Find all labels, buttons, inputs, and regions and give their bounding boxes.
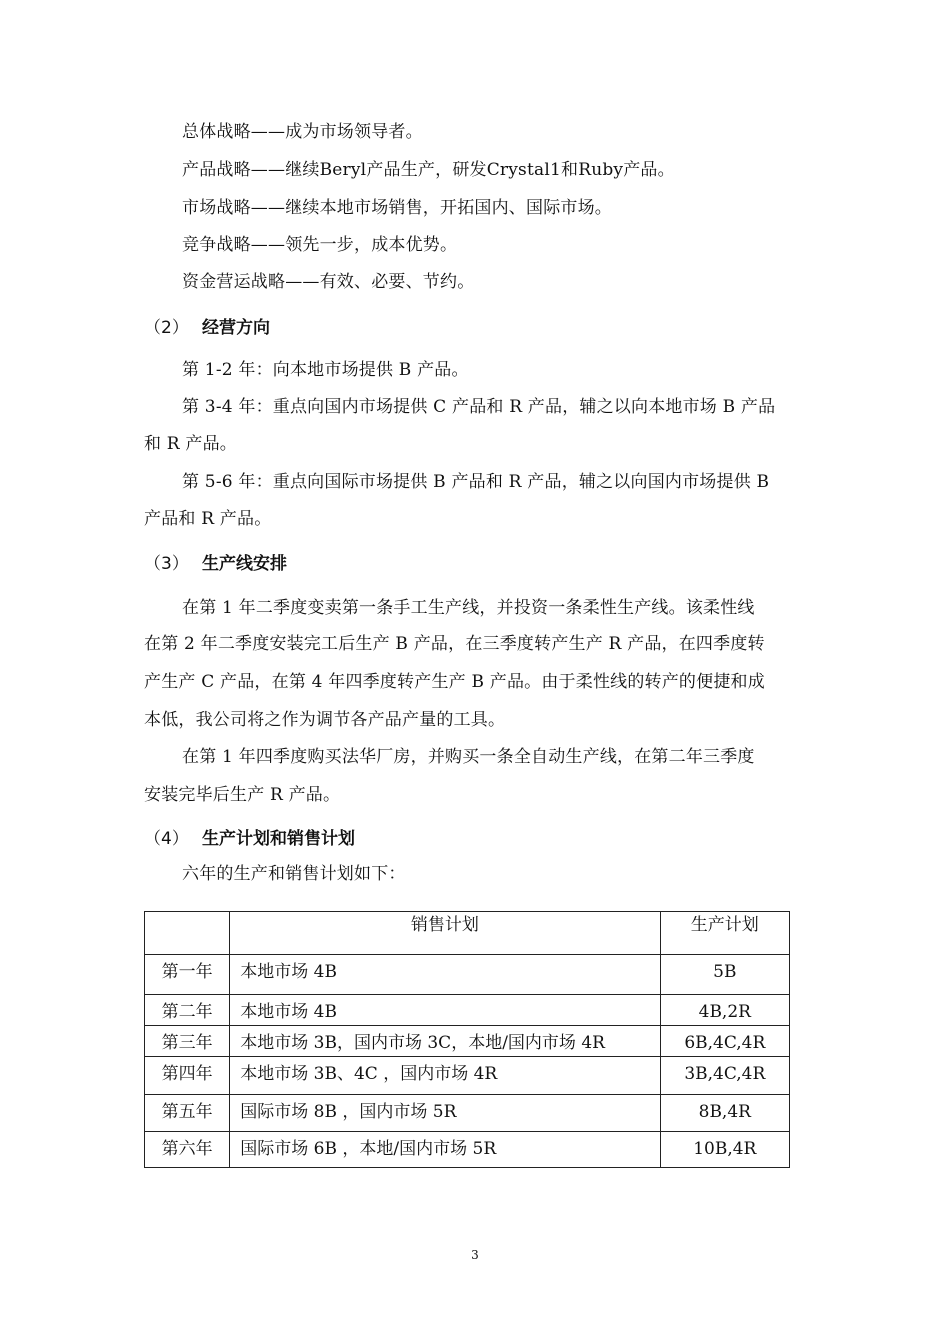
arrangement-line: 安装完毕后生产 R 产品。 [144,785,341,805]
table-row [145,1026,790,1057]
direction-line: 产品和 R 产品。 [144,509,272,529]
year-cell: 第四年 [145,1057,230,1095]
table-header-row [145,912,790,955]
sales-cell: 本地市场 4B [230,955,660,995]
header-year-cell [145,912,230,955]
section-heading-direction [144,316,270,340]
sales-cell: 本地市场 4B [230,995,660,1026]
plan-intro: 六年的生产和销售计划如下： [182,864,406,884]
year-cell: 第五年 [145,1095,230,1132]
direction-line: 第 1-2 年：向本地市场提供 B 产品。 [182,360,469,380]
strategy-finance: 资金营运战略——有效、必要、节约。 [182,272,475,292]
sales-cell: 本地市场 3B、4C ，国内市场 4R [230,1057,660,1095]
production-cell: 6B,4C,4R [660,1026,789,1057]
arrangement-line: 产生产 C 产品，在第 4 年四季度转产生产 B 产品。由于柔性线的转产的便捷和成 [144,672,765,692]
table-row [145,1132,790,1168]
arrangement-line: 在第 2 年二季度安装完工后生产 B 产品，在三季度转产生产 R 产品，在四季度转 [144,634,765,654]
arrangement-line: 在第 1 年二季度变卖第一条手工生产线，并投资一条柔性生产线。该柔性线 [182,598,755,618]
production-cell: 10B,4R [660,1132,789,1168]
section-title: 生产线安排 [202,554,287,574]
section-title: 经营方向 [202,318,270,338]
sales-cell: 本地市场 3B，国内市场 3C，本地/国内市场 4R [230,1026,660,1057]
section-number: （4） [144,829,189,849]
production-cell: 8B,4R [660,1095,789,1132]
strategy-competition: 竞争战略——领先一步，成本优势。 [182,235,458,255]
production-cell: 4B,2R [660,995,789,1026]
direction-line: 第 3-4 年：重点向国内市场提供 C 产品和 R 产品，辅之以向本地市场 B 产品 [182,397,776,417]
plan-table [144,911,790,1168]
table-row [145,955,790,995]
table-row [145,995,790,1026]
sales-cell: 国际市场 8B ，国内市场 5R [230,1095,660,1132]
table-row [145,1095,790,1132]
table-row [145,1057,790,1095]
page-number: 3 [471,1248,479,1262]
strategy-market: 市场战略——继续本地市场销售，开拓国内、国际市场。 [182,198,612,218]
production-cell: 3B,4C,4R [660,1057,789,1095]
arrangement-line: 本低，我公司将之作为调节各产品产量的工具。 [144,710,506,730]
year-cell: 第二年 [145,995,230,1026]
header-sales-cell: 销售计划 [230,912,660,955]
section-heading-plan [144,827,355,851]
year-cell: 第三年 [145,1026,230,1057]
strategy-product: 产品战略——继续Beryl产品生产，研发Crystal1和Ruby产品。 [182,160,675,180]
year-cell: 第一年 [145,955,230,995]
arrangement-line: 在第 1 年四季度购买法华厂房，并购买一条全自动生产线，在第二年三季度 [182,747,755,767]
direction-line: 第 5-6 年：重点向国际市场提供 B 产品和 R 产品，辅之以向国内市场提供 B [182,472,770,492]
section-number: （2） [144,318,189,338]
header-production-cell: 生产计划 [660,912,789,955]
section-number: （3） [144,554,189,574]
section-heading-production-lines [144,552,287,576]
production-cell: 5B [660,955,789,995]
sales-cell: 国际市场 6B ，本地/国内市场 5R [230,1132,660,1168]
direction-line: 和 R 产品。 [144,434,238,454]
section-title: 生产计划和销售计划 [202,829,355,849]
strategy-overall: 总体战略——成为市场领导者。 [182,122,423,142]
year-cell: 第六年 [145,1132,230,1168]
